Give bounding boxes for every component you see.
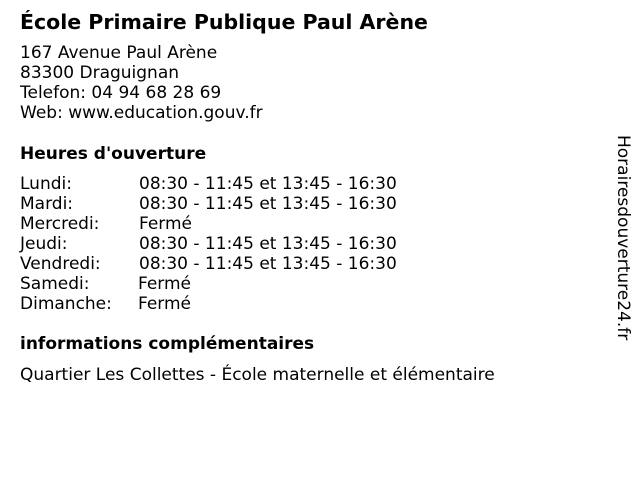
additional-info-text: Quartier Les Collettes - École maternelle et élémentaire [20, 365, 495, 385]
address-block [20, 43, 263, 123]
day-label: Lundi: [20, 174, 72, 194]
hours-row-sunday [20, 294, 440, 314]
hours-row-saturday [20, 274, 440, 294]
street-address: 167 Avenue Paul Arène [20, 43, 218, 63]
hours-row-wednesday [20, 214, 440, 234]
watermark-text: Horairesdouverture24.fr [613, 135, 633, 341]
additional-info-heading: informations complémentaires [20, 334, 315, 354]
day-label: Vendredi: [20, 254, 101, 274]
postal-city: 83300 Draguignan [20, 63, 180, 83]
time-value: Fermé [139, 214, 193, 234]
time-value: 08:30 - 11:45 et 13:45 - 16:30 [139, 254, 397, 274]
site-watermark [612, 135, 634, 345]
time-value: 08:30 - 11:45 et 13:45 - 16:30 [139, 174, 397, 194]
day-label: Samedi: [20, 274, 90, 294]
time-value: 08:30 - 11:45 et 13:45 - 16:30 [139, 234, 397, 254]
day-label: Mercredi: [20, 214, 100, 234]
hours-row-friday [20, 254, 440, 274]
day-label: Mardi: [20, 194, 74, 214]
time-value: 08:30 - 11:45 et 13:45 - 16:30 [139, 194, 397, 214]
hours-row-thursday [20, 234, 440, 254]
page-title: École Primaire Publique Paul Arène [20, 10, 428, 34]
day-label: Dimanche: [20, 294, 112, 314]
opening-hours-heading: Heures d'ouverture [20, 144, 207, 164]
day-label: Jeudi: [20, 234, 68, 254]
time-value: Fermé [138, 294, 192, 314]
phone-number: Telefon: 04 94 68 28 69 [20, 83, 222, 103]
hours-row-tuesday [20, 194, 440, 214]
time-value: Fermé [138, 274, 192, 294]
hours-row-monday [20, 174, 440, 194]
website-link[interactable]: Web: www.education.gouv.fr [20, 103, 263, 123]
opening-hours-table [20, 174, 440, 314]
